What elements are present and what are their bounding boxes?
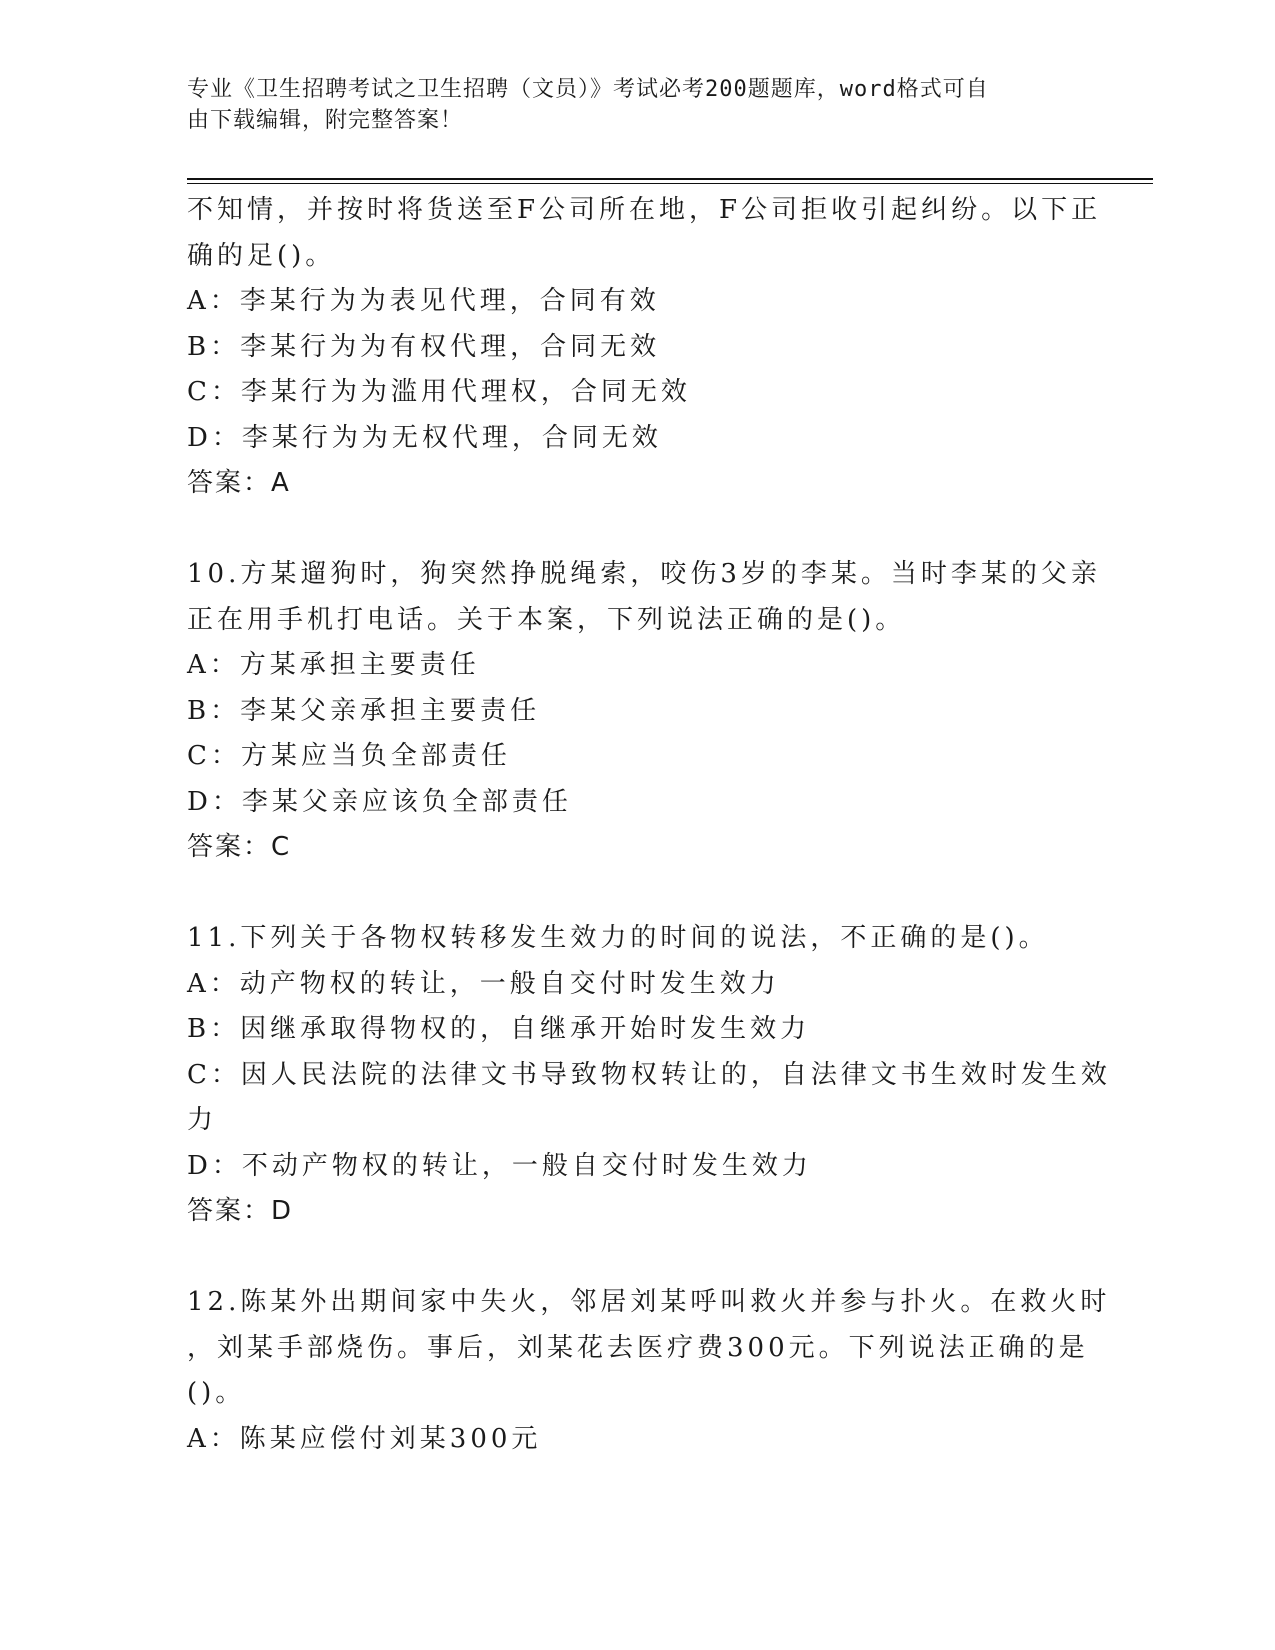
question-text-line: 不知情，并按时将货送至F公司所在地，F公司拒收引起纠纷。以下正 bbox=[187, 195, 1102, 225]
question-text-line: 12.陈某外出期间家中失火，邻居刘某呼叫救火并参与扑火。在救火时 bbox=[187, 1287, 1111, 1317]
question-text-line: ()。 bbox=[187, 1378, 246, 1408]
question-9-continued bbox=[187, 188, 1102, 507]
question-text-line: 10.方某遛狗时，狗突然挣脱绳索，咬伤3岁的李某。当时李某的父亲 bbox=[187, 559, 1101, 589]
option-a: A：陈某应偿付刘某300元 bbox=[187, 1423, 542, 1454]
option-d: D：不动产物权的转让，一般自交付时发生效力 bbox=[187, 1150, 812, 1181]
question-text-line: 正在用手机打电话。关于本案，下列说法正确的是()。 bbox=[187, 604, 906, 635]
question-text-line: 11.下列关于各物权转移发生效力的时间的说法，不正确的是()。 bbox=[187, 923, 1049, 953]
option-c-continued: 力 bbox=[187, 1105, 218, 1135]
option-b: B：李某父亲承担主要责任 bbox=[187, 695, 541, 726]
document-body bbox=[187, 188, 1111, 1462]
question-11 bbox=[187, 916, 1111, 1235]
option-d: D：李某父亲应该负全部责任 bbox=[187, 786, 572, 817]
option-c: C：李某行为为滥用代理权，合同无效 bbox=[187, 377, 691, 407]
question-12 bbox=[187, 1280, 1111, 1462]
question-10 bbox=[187, 552, 1101, 871]
spacer bbox=[187, 507, 1087, 553]
header-line-2: 由下载编辑，附完整答案！ bbox=[187, 108, 464, 133]
option-a: A：李某行为为表见代理，合同有效 bbox=[187, 286, 660, 316]
option-c: C：因人民法院的法律文书导致物权转让的，自法律文书生效时发生效 bbox=[187, 1059, 1111, 1090]
answer-line: 答案：A bbox=[187, 468, 291, 498]
spacer bbox=[187, 871, 1087, 917]
option-a: A：动产物权的转让，一般自交付时发生效力 bbox=[187, 968, 780, 999]
header-divider-thin bbox=[187, 183, 1153, 184]
header-line-1: 专业《卫生招聘考试之卫生招聘（文员）》考试必考200题题库，word格式可自 bbox=[187, 77, 989, 102]
document-header bbox=[187, 74, 1067, 136]
option-a: A：方某承担主要责任 bbox=[187, 650, 480, 680]
answer-line: 答案：C bbox=[187, 832, 292, 862]
question-text-line: 确的足()。 bbox=[187, 240, 336, 271]
option-c: C：方某应当负全部责任 bbox=[187, 741, 511, 771]
option-b: B：因继承取得物权的，自继承开始时发生效力 bbox=[187, 1014, 811, 1044]
option-b: B：李某行为为有权代理，合同无效 bbox=[187, 331, 661, 362]
option-d: D：李某行为为无权代理，合同无效 bbox=[187, 422, 662, 453]
question-text-line: ，刘某手部烧伤。事后，刘某花去医疗费300元。下列说法正确的是 bbox=[187, 1332, 1089, 1363]
header-divider-thick bbox=[187, 178, 1153, 180]
answer-line: 答案：D bbox=[187, 1196, 294, 1226]
spacer bbox=[187, 1235, 1087, 1281]
